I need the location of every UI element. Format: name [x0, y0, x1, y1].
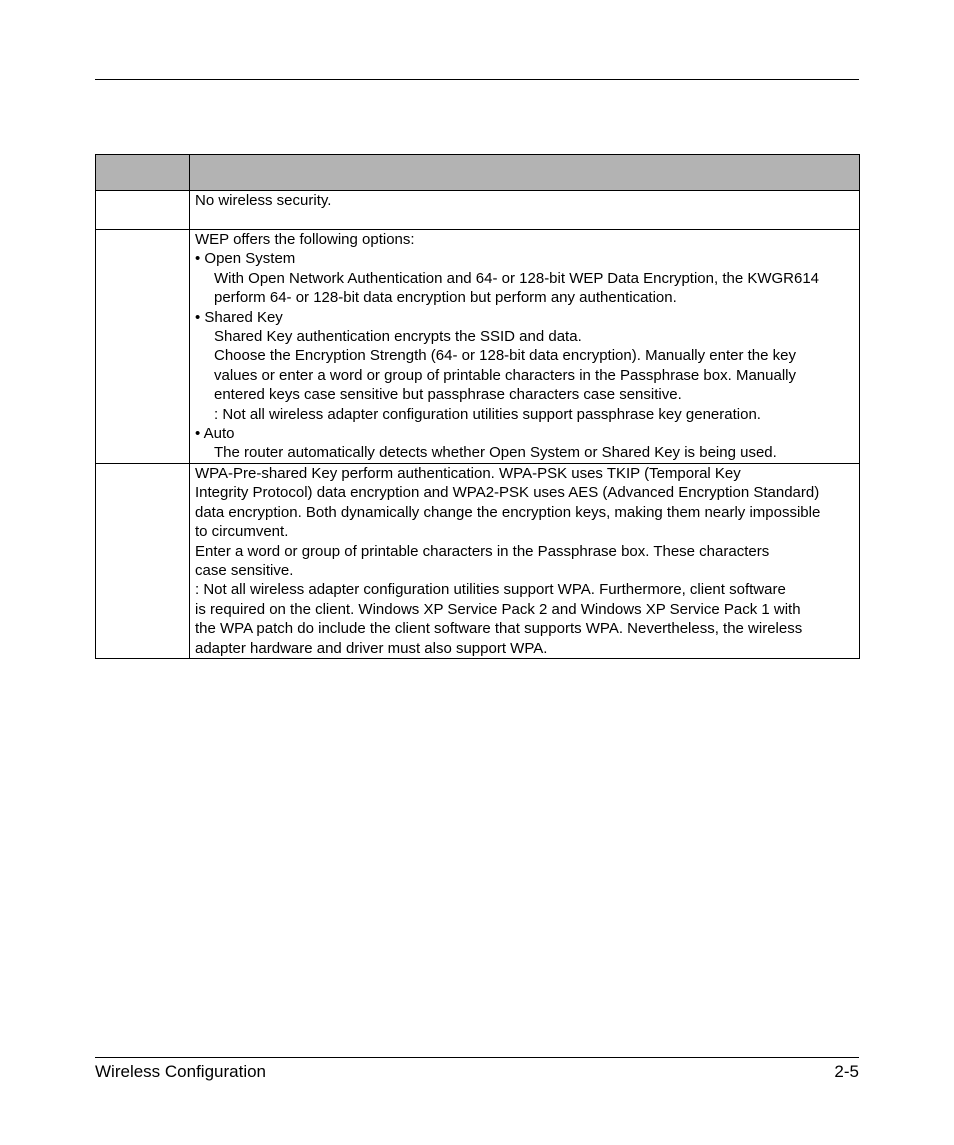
text-line: Enter a word or group of printable characters in the Passphrase box. These characters	[195, 542, 770, 560]
option-cell	[96, 191, 190, 230]
header-cell-description	[190, 155, 860, 191]
footer-section-title: Wireless Configuration	[95, 1062, 267, 1081]
table-header-row	[96, 155, 860, 191]
text-line: case sensitive.	[195, 561, 294, 579]
text-line: adapter hardware and driver must also support WPA.	[195, 639, 548, 657]
text-line: data encryption. Both dynamically change the encryption keys, making them nearly impossible	[195, 503, 821, 521]
description-cell	[190, 463, 860, 658]
footer-page-number: 2-5	[834, 1062, 859, 1081]
description-cell: No wireless security.	[190, 191, 860, 230]
bullet-item: • Auto	[195, 425, 235, 443]
text-line: the WPA patch do include the client software that supports WPA. Nevertheless, the wireless	[195, 620, 803, 638]
text-line: Integrity Protocol) data encryption and WPA2-PSK uses AES (Advanced Encryption Standard)	[195, 484, 820, 502]
footer-rule	[95, 1057, 859, 1058]
text-line: to circumvent.	[195, 523, 289, 541]
text-line: : Not all wireless adapter configuration utilities support WPA. Furthermore, client software	[195, 581, 786, 599]
text-line: : Not all wireless adapter configuration utilities support passphrase key generation.	[214, 405, 761, 423]
text-line: perform 64- or 128-bit data encryption but perform any authentication.	[214, 289, 677, 307]
table-row	[96, 463, 860, 658]
text-line: entered keys case sensitive but passphrase characters case sensitive.	[214, 386, 682, 404]
text-line: With Open Network Authentication and 64- or 128-bit WEP Data Encryption, the KWGR614	[214, 269, 820, 287]
description-cell	[190, 230, 860, 464]
text-line: Choose the Encryption Strength (64- or 128-bit data encryption). Manually enter the key	[214, 347, 796, 365]
table-row	[96, 230, 860, 464]
text-line: The router automatically detects whether Open System or Shared Key is being used.	[214, 444, 777, 462]
table-row	[96, 191, 860, 230]
option-cell	[96, 230, 190, 464]
bullet-item: • Open System	[195, 250, 296, 268]
header-cell-option	[96, 155, 190, 191]
text-line: values or enter a word or group of printable characters in the Passphrase box. Manually	[214, 366, 796, 384]
option-cell	[96, 463, 190, 658]
header-rule	[95, 79, 859, 80]
text-line: WEP offers the following options:	[195, 231, 415, 248]
bullet-item: • Shared Key	[195, 308, 283, 326]
text-line: is required on the client. Windows XP Service Pack 2 and Windows XP Service Pack 1 with	[195, 600, 801, 618]
text-line: WPA-Pre-shared Key perform authentication. WPA-PSK uses TKIP (Temporal Key	[195, 464, 741, 482]
text-line: Shared Key authentication encrypts the SSID and data.	[214, 328, 582, 346]
security-options-table	[95, 154, 860, 659]
